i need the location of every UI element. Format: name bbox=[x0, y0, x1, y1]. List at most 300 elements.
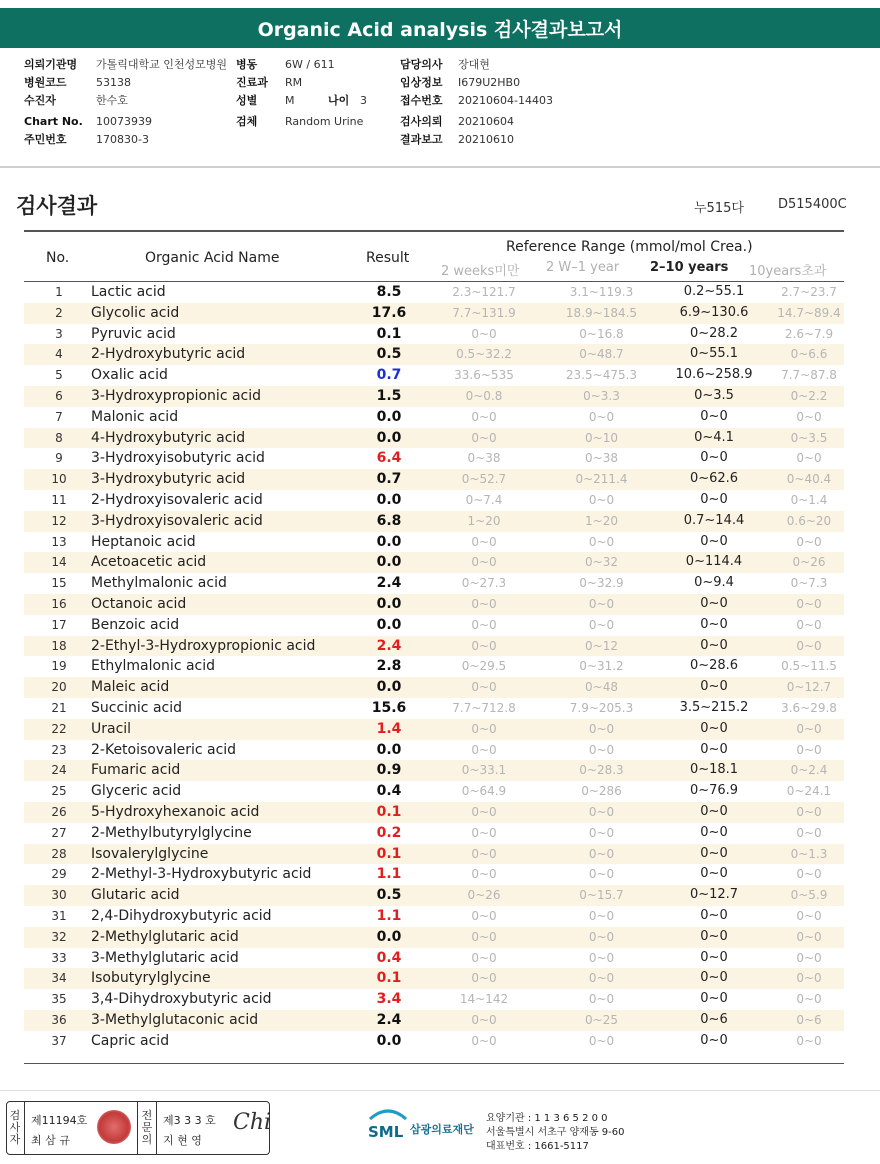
row-number: 18 bbox=[51, 638, 67, 653]
row-number: 35 bbox=[51, 992, 67, 1007]
table-row bbox=[24, 823, 844, 844]
info-value: 170830-3 bbox=[96, 133, 149, 146]
row-number: 1 bbox=[55, 285, 63, 299]
ref-range-2w-1y: 0~0 bbox=[588, 597, 615, 611]
row-number: 6 bbox=[55, 389, 63, 403]
table-row bbox=[24, 719, 844, 740]
ref-range-over-10y: 0~24.1 bbox=[786, 784, 832, 799]
ref-range-over-10y: 0~0 bbox=[796, 971, 822, 986]
ref-range-over-10y: 2.6~7.9 bbox=[784, 326, 834, 341]
ref-range-2-10y: 0~76.9 bbox=[689, 783, 739, 799]
ref-range-2w-1y: 0~0 bbox=[588, 929, 615, 944]
result-value: 0.0 bbox=[376, 679, 402, 696]
ref-range-under-2-weeks: 33.6~535 bbox=[454, 368, 514, 383]
signature-divider bbox=[156, 1102, 157, 1154]
result-value: 6.8 bbox=[376, 512, 402, 529]
ref-range-2w-1y: 0~0 bbox=[588, 867, 615, 882]
row-number: 17 bbox=[51, 617, 67, 632]
result-value: 0.1 bbox=[376, 325, 402, 342]
ref-range-2-10y: 10.6~258.9 bbox=[675, 367, 753, 383]
ref-range-2w-1y: 3.1~119.3 bbox=[569, 285, 634, 299]
ref-range-2w-1y: 0~0 bbox=[588, 950, 615, 965]
ref-range-2w-1y: 0~12 bbox=[585, 638, 618, 653]
ref-range-over-10y: 0~0 bbox=[796, 950, 822, 965]
info-value: RM bbox=[285, 76, 303, 89]
info-label: 주민번호 bbox=[24, 133, 67, 146]
row-number: 37 bbox=[51, 1033, 67, 1048]
ref-range-over-10y: 7.7~87.8 bbox=[781, 368, 837, 383]
ref-range-2-10y: 0~0 bbox=[700, 804, 728, 819]
table-row bbox=[24, 428, 844, 449]
table-row bbox=[24, 282, 844, 303]
info-value: 10073939 bbox=[96, 115, 152, 128]
table-row bbox=[24, 303, 844, 324]
acid-name: Ethylmalonic acid bbox=[91, 658, 216, 675]
acid-name: 5-Hydroxyhexanoic acid bbox=[91, 804, 260, 820]
table-row bbox=[24, 573, 844, 594]
info-value: 53138 bbox=[96, 76, 131, 89]
row-number: 9 bbox=[55, 451, 63, 466]
row-number: 24 bbox=[51, 763, 67, 778]
ref-range-2-10y: 0~55.1 bbox=[689, 346, 739, 362]
info-label: 결과보고 bbox=[400, 133, 443, 146]
info-value: 20210610 bbox=[458, 133, 514, 146]
row-number: 20 bbox=[51, 680, 67, 695]
ref-range-2-10y: 0~0 bbox=[700, 866, 728, 882]
acid-name: Malonic acid bbox=[91, 408, 179, 425]
result-value: 0.5 bbox=[376, 887, 402, 904]
ref-range-2w-1y: 0~25 bbox=[585, 1013, 618, 1027]
info-label: 의뢰기관명 bbox=[24, 58, 78, 71]
ref-range-under-2-weeks: 0~0 bbox=[471, 805, 497, 819]
result-value: 2.4 bbox=[376, 637, 402, 654]
acid-name: 2-Hydroxyisovaleric acid bbox=[91, 492, 263, 508]
ref-range-under-2-weeks: 0~0 bbox=[471, 742, 497, 757]
ref-range-over-10y: 2.7~23.7 bbox=[781, 285, 837, 299]
institution-code: 요양기관 : 1 1 3 6 5 2 0 0 bbox=[486, 1113, 608, 1124]
acid-name: 2-Methyl-3-Hydroxybutyric acid bbox=[91, 866, 312, 883]
ref-range-over-10y: 0.6~20 bbox=[786, 513, 832, 528]
acid-name: Succinic acid bbox=[91, 700, 183, 716]
ref-range-2-10y: 0~0 bbox=[700, 845, 728, 861]
report-code-1: 누515다 bbox=[694, 201, 744, 216]
signature-divider bbox=[137, 1102, 138, 1154]
ref-range-over-10y: 0~0 bbox=[796, 597, 822, 611]
ref-range-2-10y: 0~0 bbox=[700, 533, 728, 549]
info-value: M bbox=[285, 94, 295, 107]
acid-name: 2-Methylglutaric acid bbox=[91, 928, 239, 945]
table-row bbox=[24, 885, 844, 906]
ref-range-under-2-weeks: 0~0 bbox=[471, 638, 497, 653]
acid-name: 3-Hydroxyisovaleric acid bbox=[91, 512, 263, 529]
table-row bbox=[24, 469, 844, 490]
ref-range-2-10y: 0~28.6 bbox=[689, 658, 739, 674]
result-value: 15.6 bbox=[371, 700, 407, 716]
footer bbox=[0, 1090, 880, 1164]
ref-range-2-10y: 0~18.1 bbox=[689, 762, 739, 778]
info-value: Random Urine bbox=[285, 115, 364, 128]
ref-range-2w-1y: 0~0 bbox=[588, 409, 615, 424]
result-value: 0.4 bbox=[376, 949, 402, 966]
ref-range-2w-1y: 0~38 bbox=[585, 451, 618, 466]
seal-stamp bbox=[97, 1110, 131, 1144]
table-row bbox=[24, 636, 844, 657]
ref-range-under-2-weeks: 0~52.7 bbox=[461, 472, 507, 487]
ref-range-under-2-weeks: 0~0 bbox=[471, 409, 497, 424]
table-row bbox=[24, 864, 844, 885]
ref-range-2w-1y: 0~0 bbox=[588, 1033, 615, 1048]
info-label: 수진자 bbox=[24, 94, 56, 107]
ref-range-2w-1y: 0~0 bbox=[588, 617, 615, 632]
ref-range-2-10y: 0~28.2 bbox=[689, 325, 739, 341]
ref-range-over-10y: 14.7~89.4 bbox=[777, 305, 841, 320]
age-value: 3 bbox=[360, 94, 367, 107]
table-top-border bbox=[24, 230, 844, 232]
ref-range-over-10y: 0~12.7 bbox=[786, 680, 832, 695]
ref-range-2w-1y: 0~32 bbox=[585, 555, 618, 570]
organization-name: 삼광의료재단 bbox=[410, 1123, 474, 1136]
table-row bbox=[24, 448, 844, 469]
acid-name: Pyruvic acid bbox=[91, 325, 176, 342]
acid-name: 2-Hydroxybutyric acid bbox=[91, 346, 246, 363]
info-value: 장대현 bbox=[458, 58, 490, 71]
ref-range-over-10y: 0~7.3 bbox=[790, 576, 828, 591]
row-number: 27 bbox=[51, 825, 67, 840]
result-value: 17.6 bbox=[371, 304, 407, 321]
ref-range-under-2-weeks: 1~20 bbox=[467, 513, 501, 528]
info-label: 검사의뢰 bbox=[400, 115, 443, 128]
result-value: 0.0 bbox=[376, 928, 402, 945]
ref-range-2-10y: 3.5~215.2 bbox=[679, 700, 749, 715]
phone-number: 대표번호 : 1661-5117 bbox=[486, 1141, 589, 1152]
result-value: 0.0 bbox=[376, 492, 402, 508]
ref-range-2w-1y: 0~0 bbox=[588, 909, 615, 923]
acid-name: Lactic acid bbox=[91, 284, 166, 300]
header-result: Result bbox=[366, 250, 410, 266]
ref-range-under-2-weeks: 0~29.5 bbox=[461, 659, 507, 674]
row-number: 25 bbox=[51, 784, 67, 799]
row-number: 29 bbox=[51, 867, 67, 882]
ref-range-2w-1y: 0~16.8 bbox=[579, 326, 624, 341]
sml-logo-icon bbox=[366, 1105, 410, 1143]
ref-range-under-2-weeks: 0~0 bbox=[471, 534, 497, 549]
result-value: 0.7 bbox=[376, 471, 402, 488]
info-value: I679U2HB0 bbox=[458, 76, 521, 89]
ref-range-2w-1y: 0~0 bbox=[588, 534, 615, 549]
ref-range-under-2-weeks: 0~38 bbox=[467, 451, 501, 466]
row-number: 31 bbox=[51, 909, 67, 923]
acid-name: 2-Ethyl-3-Hydroxypropionic acid bbox=[91, 637, 316, 654]
ref-range-over-10y: 0~2.4 bbox=[790, 763, 828, 778]
ref-range-over-10y: 0~1.3 bbox=[790, 846, 828, 861]
ref-range-2w-1y: 0~211.4 bbox=[575, 472, 628, 487]
ref-range-over-10y: 0~0 bbox=[796, 638, 822, 653]
acid-name: 3-Methylglutaconic acid bbox=[91, 1012, 259, 1028]
acid-name: Glycolic acid bbox=[91, 304, 180, 321]
report-code-2: D515400C bbox=[778, 197, 847, 212]
ref-range-over-10y: 0~3.5 bbox=[790, 430, 828, 445]
row-number: 4 bbox=[55, 347, 63, 362]
result-value: 0.5 bbox=[376, 346, 402, 363]
ref-range-2w-1y: 0~286 bbox=[581, 784, 622, 799]
row-number: 2 bbox=[55, 305, 63, 320]
ref-range-under-2-weeks: 0~0.8 bbox=[465, 389, 503, 403]
ref-range-under-2-weeks: 7.7~131.9 bbox=[452, 305, 516, 320]
acid-name: Oxalic acid bbox=[91, 367, 168, 384]
info-label: 병동 bbox=[236, 58, 258, 71]
acid-name: 3,4-Dihydroxybutyric acid bbox=[91, 991, 272, 1008]
ref-range-2w-1y: 0~28.3 bbox=[579, 763, 624, 778]
ref-range-2-10y: 0~12.7 bbox=[689, 887, 739, 903]
acid-name: Isovalerylglycine bbox=[91, 845, 209, 862]
info-label: 병원코드 bbox=[24, 76, 67, 89]
address: 서울특별시 서초구 양재동 9-60 bbox=[486, 1127, 625, 1138]
info-label: 담당의사 bbox=[400, 58, 443, 71]
ref-range-2-10y: 0~0 bbox=[700, 492, 728, 507]
acid-name: Capric acid bbox=[91, 1032, 170, 1049]
ref-range-2w-1y: 0~0 bbox=[588, 805, 615, 819]
ref-range-over-10y: 0~0 bbox=[796, 909, 822, 923]
info-value: 20210604 bbox=[458, 115, 514, 128]
ref-range-over-10y: 0~6.6 bbox=[790, 347, 828, 362]
ref-range-2w-1y: 0~0 bbox=[588, 721, 615, 736]
result-value: 0.0 bbox=[376, 429, 402, 446]
row-number: 7 bbox=[55, 409, 63, 424]
table-row bbox=[24, 1010, 844, 1031]
row-number: 33 bbox=[51, 950, 67, 965]
result-value: 0.2 bbox=[376, 824, 402, 841]
specialist-vertical-label: 전문의 bbox=[141, 1109, 153, 1146]
ref-range-over-10y: 0.5~11.5 bbox=[781, 659, 837, 674]
ref-range-under-2-weeks: 0~0 bbox=[471, 867, 497, 882]
acid-name: Acetoacetic acid bbox=[91, 554, 207, 571]
row-number: 3 bbox=[55, 326, 63, 341]
specialist-name: 지 현 영 bbox=[163, 1134, 202, 1147]
acid-name: 3-Hydroxyisobutyric acid bbox=[91, 450, 265, 467]
ref-range-over-10y: 0~1.4 bbox=[790, 493, 828, 507]
table-row bbox=[24, 698, 844, 719]
ref-range-under-2-weeks: 0.5~32.2 bbox=[456, 347, 512, 362]
ref-range-2w-1y: 0~32.9 bbox=[579, 576, 624, 591]
info-label: 임상정보 bbox=[400, 76, 443, 89]
ref-range-under-2-weeks: 7.7~712.8 bbox=[452, 701, 516, 715]
header-ref-col-3: 2–10 years bbox=[650, 260, 729, 275]
ref-range-under-2-weeks: 0~0 bbox=[471, 950, 497, 965]
ref-range-2w-1y: 0~0 bbox=[588, 971, 615, 986]
row-number: 14 bbox=[51, 555, 67, 570]
ref-range-over-10y: 0~0 bbox=[796, 742, 822, 757]
row-number: 36 bbox=[51, 1013, 67, 1027]
row-number: 30 bbox=[51, 888, 67, 903]
row-number: 21 bbox=[51, 701, 67, 715]
ref-range-over-10y: 0~0 bbox=[796, 825, 822, 840]
ref-range-under-2-weeks: 0~0 bbox=[471, 326, 497, 341]
row-number: 32 bbox=[51, 929, 67, 944]
result-value: 0.7 bbox=[376, 367, 402, 384]
result-value: 0.4 bbox=[376, 783, 402, 800]
info-label: 접수번호 bbox=[400, 94, 443, 107]
table-row bbox=[24, 927, 844, 948]
acid-name: 3-Hydroxypropionic acid bbox=[91, 388, 262, 404]
ref-range-2w-1y: 1~20 bbox=[585, 513, 618, 528]
acid-name: Fumaric acid bbox=[91, 762, 181, 779]
table-row bbox=[24, 511, 844, 532]
ref-range-over-10y: 0~6 bbox=[796, 1013, 822, 1027]
info-value: 20210604-14403 bbox=[458, 94, 553, 107]
result-value: 0.0 bbox=[376, 741, 402, 758]
table-row bbox=[24, 760, 844, 781]
signature-divider bbox=[24, 1102, 25, 1154]
result-value: 0.0 bbox=[376, 554, 402, 571]
acid-name: Isobutyrylglycine bbox=[91, 970, 211, 987]
ref-range-under-2-weeks: 0~0 bbox=[471, 1033, 497, 1048]
ref-range-2w-1y: 0~10 bbox=[585, 430, 618, 445]
table-row bbox=[24, 490, 844, 511]
ref-range-2-10y: 0.7~14.4 bbox=[683, 512, 745, 528]
row-number: 12 bbox=[51, 513, 67, 528]
ref-range-2-10y: 0~0 bbox=[700, 720, 728, 736]
acid-name: Heptanoic acid bbox=[91, 533, 196, 550]
ref-range-under-2-weeks: 0~7.4 bbox=[465, 493, 503, 507]
ref-range-2w-1y: 0~0 bbox=[588, 846, 615, 861]
table-row bbox=[24, 594, 844, 615]
acid-name: Uracil bbox=[91, 720, 132, 737]
table-bottom-border bbox=[24, 1063, 844, 1064]
result-value: 1.4 bbox=[376, 720, 402, 737]
ref-range-2-10y: 0~0 bbox=[700, 679, 728, 695]
result-value: 0.9 bbox=[376, 762, 402, 779]
acid-name: 2-Ketoisovaleric acid bbox=[91, 741, 237, 758]
ref-range-2w-1y: 23.5~475.3 bbox=[565, 368, 638, 383]
info-label: 성별 bbox=[236, 94, 258, 107]
result-value: 0.0 bbox=[376, 596, 402, 612]
row-number: 10 bbox=[51, 472, 67, 487]
age-label: 나이 bbox=[328, 94, 350, 107]
ref-range-2-10y: 0~3.5 bbox=[694, 388, 734, 403]
ref-range-2-10y: 0~0 bbox=[700, 408, 728, 424]
acid-name: 2,4-Dihydroxybutyric acid bbox=[91, 908, 272, 924]
ref-range-2-10y: 0~0 bbox=[700, 824, 728, 840]
result-value: 2.4 bbox=[376, 575, 402, 592]
ref-range-over-10y: 0~0 bbox=[796, 867, 822, 882]
result-value: 0.0 bbox=[376, 616, 402, 633]
row-number: 34 bbox=[51, 971, 67, 986]
ref-range-2w-1y: 0~48.7 bbox=[579, 347, 624, 362]
ref-range-2-10y: 0~0 bbox=[700, 991, 728, 1007]
ref-range-2-10y: 0~0 bbox=[700, 741, 728, 757]
table-row bbox=[24, 552, 844, 573]
ref-range-over-10y: 0~26 bbox=[792, 555, 826, 570]
ref-range-2w-1y: 7.9~205.3 bbox=[569, 701, 634, 715]
ref-range-2-10y: 0~114.4 bbox=[685, 554, 743, 570]
result-value: 1.1 bbox=[376, 908, 402, 924]
result-value: 2.8 bbox=[376, 658, 402, 675]
ref-range-2-10y: 0~0 bbox=[700, 637, 728, 653]
acid-name: 2-Methylbutyrylglycine bbox=[91, 824, 252, 841]
ref-range-over-10y: 0~0 bbox=[796, 929, 822, 944]
acid-name: Glutaric acid bbox=[91, 887, 180, 904]
ref-range-2-10y: 6.9~130.6 bbox=[679, 304, 749, 320]
ref-range-under-2-weeks: 0~26 bbox=[467, 888, 501, 903]
header-reference: Reference Range (mmol/mol Crea.) bbox=[506, 239, 753, 255]
handwritten-signature: Chi bbox=[233, 1110, 272, 1135]
ref-range-over-10y: 0~0 bbox=[796, 992, 822, 1007]
ref-range-2w-1y: 0~3.3 bbox=[583, 389, 620, 403]
row-number: 15 bbox=[51, 576, 67, 591]
ref-range-under-2-weeks: 0~27.3 bbox=[461, 576, 507, 591]
ref-range-under-2-weeks: 0~0 bbox=[471, 846, 497, 861]
table-row bbox=[24, 386, 844, 407]
ref-range-2w-1y: 0~15.7 bbox=[579, 888, 624, 903]
signature-box bbox=[6, 1101, 270, 1155]
ref-range-over-10y: 3.6~29.8 bbox=[781, 701, 837, 715]
table-row bbox=[24, 740, 844, 761]
patient-info bbox=[0, 54, 880, 168]
ref-range-under-2-weeks: 0~0 bbox=[471, 597, 497, 611]
header-no: No. bbox=[46, 250, 70, 266]
ref-range-2-10y: 0.2~55.1 bbox=[683, 284, 745, 299]
info-value: 한수호 bbox=[96, 94, 128, 107]
ref-range-under-2-weeks: 2.3~121.7 bbox=[452, 285, 516, 299]
ref-range-under-2-weeks: 0~0 bbox=[471, 1013, 497, 1027]
ref-range-over-10y: 0~0 bbox=[796, 805, 822, 819]
ref-range-2w-1y: 0~31.2 bbox=[579, 659, 624, 674]
result-value: 8.5 bbox=[376, 284, 402, 300]
ref-range-under-2-weeks: 0~0 bbox=[471, 971, 497, 986]
ref-range-2-10y: 0~6 bbox=[700, 1012, 728, 1027]
ref-range-2w-1y: 0~0 bbox=[588, 825, 615, 840]
row-number: 19 bbox=[51, 659, 67, 674]
ref-range-over-10y: 0~40.4 bbox=[786, 472, 832, 487]
row-number: 11 bbox=[51, 493, 67, 507]
table-row bbox=[24, 677, 844, 698]
result-value: 1.1 bbox=[376, 866, 402, 883]
ref-range-under-2-weeks: 0~0 bbox=[471, 617, 497, 632]
table-row bbox=[24, 989, 844, 1010]
ref-range-over-10y: 0~0 bbox=[796, 451, 822, 466]
table-row bbox=[24, 781, 844, 802]
ref-range-under-2-weeks: 14~142 bbox=[459, 992, 509, 1007]
ref-range-under-2-weeks: 0~0 bbox=[471, 909, 497, 923]
inspector-name: 최 삼 규 bbox=[31, 1134, 70, 1147]
ref-range-under-2-weeks: 0~33.1 bbox=[461, 763, 507, 778]
ref-range-2w-1y: 0~48 bbox=[585, 680, 618, 695]
ref-range-under-2-weeks: 0~0 bbox=[471, 555, 497, 570]
ref-range-under-2-weeks: 0~0 bbox=[471, 430, 497, 445]
header-ref-col-4: 10years초과 bbox=[749, 264, 827, 279]
ref-range-2-10y: 0~0 bbox=[700, 928, 728, 944]
ref-range-2w-1y: 0~0 bbox=[588, 493, 615, 507]
result-value: 0.0 bbox=[376, 1032, 402, 1049]
table-row bbox=[24, 968, 844, 989]
ref-range-under-2-weeks: 0~0 bbox=[471, 680, 497, 695]
row-number: 13 bbox=[51, 534, 67, 549]
info-label: 진료과 bbox=[236, 76, 268, 89]
row-number: 26 bbox=[51, 805, 67, 819]
table-row bbox=[24, 656, 844, 677]
acid-name: 4-Hydroxybutyric acid bbox=[91, 429, 246, 446]
specialist-license-no: 제3 3 3 호 bbox=[163, 1114, 216, 1127]
ref-range-under-2-weeks: 0~0 bbox=[471, 721, 497, 736]
logo-text: SML bbox=[368, 1123, 404, 1141]
row-number: 8 bbox=[55, 430, 63, 445]
acid-name: Benzoic acid bbox=[91, 616, 180, 633]
result-value: 0.1 bbox=[376, 804, 402, 820]
acid-name: Octanoic acid bbox=[91, 596, 187, 612]
ref-range-over-10y: 0~5.9 bbox=[790, 888, 828, 903]
ref-range-2-10y: 0~0 bbox=[700, 970, 728, 986]
result-value: 3.4 bbox=[376, 991, 402, 1008]
